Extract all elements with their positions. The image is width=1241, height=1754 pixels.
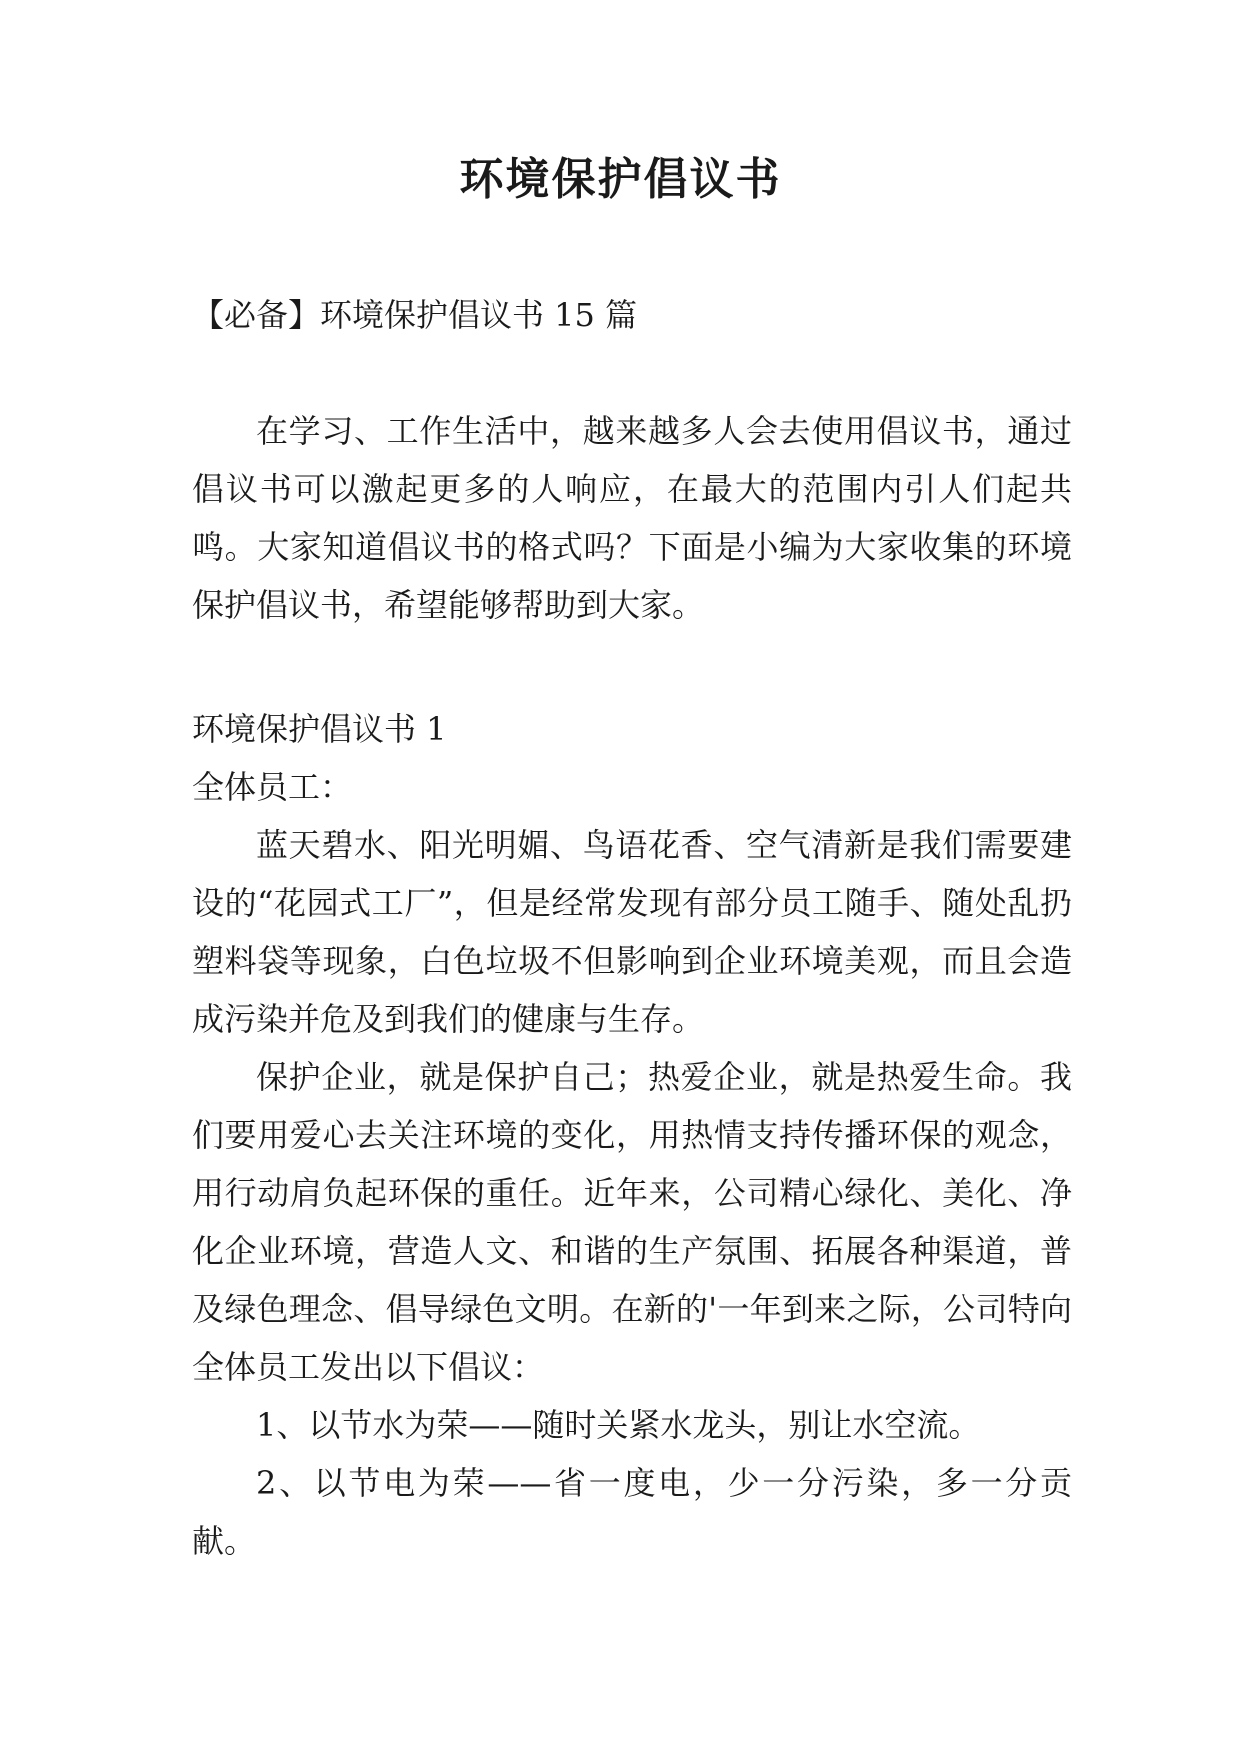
intro-block xyxy=(192,402,1072,634)
salutation: 全体员工： xyxy=(192,768,353,806)
document-subtitle: 【必备】环境保护倡议书 15 篇 xyxy=(192,296,638,334)
document-title: 环境保护倡议书 xyxy=(459,154,782,205)
intro-paragraph: 在学习、工作生活中，越来越多人会去使用倡议书，通过倡议书可以激起更多的人响应，在最大的范围内引人们起共鸣。大家知道倡议书的格式吗？下面是小编为大家收集的环境保护倡议书，希望能够帮助到大家。 xyxy=(192,412,1072,624)
proposal-item: 2、以节电为荣——省一度电，少一分污染，多一分贡献。 xyxy=(192,1464,1072,1560)
proposal-item: 1、以节水为荣——随时关紧水龙头，别让水空流。 xyxy=(256,1406,981,1444)
body-paragraph: 保护企业，就是保护自己；热爱企业，就是热爱生命。我们要用爱心去关注环境的变化，用热情支持传播环保的观念，用行动肩负起环保的重任。近年来，公司精心绿化、美化、净化企业环境，营造人文、和谐的生产氛围、拓展各种渠道，普及绿色理念、倡导绿色文明。在新的'一年到来之际，公司特向全体员工发出以下倡议： xyxy=(192,1058,1072,1386)
section-block xyxy=(192,700,1072,1570)
body-paragraph: 蓝天碧水、阳光明媚、鸟语花香、空气清新是我们需要建设的“花园式工厂”，但是经常发现有部分员工随手、随处乱扔塑料袋等现象，白色垃圾不但影响到企业环境美观，而且会造成污染并危及到我们的健康与生存。 xyxy=(192,826,1072,1038)
section-title: 环境保护倡议书 1 xyxy=(192,710,447,748)
